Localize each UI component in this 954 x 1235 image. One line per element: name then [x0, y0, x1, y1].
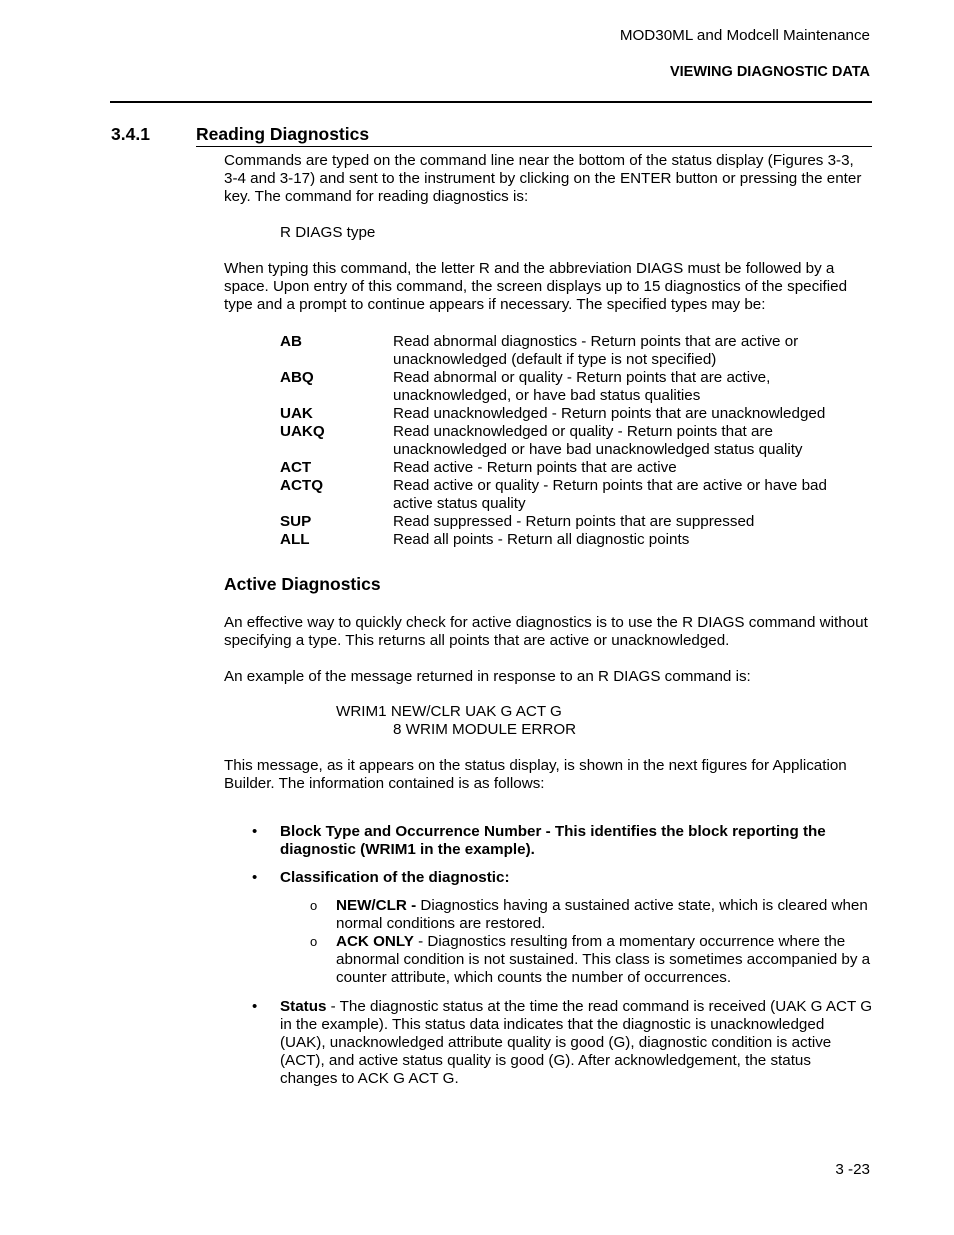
example-line-1: WRIM1 NEW/CLR UAK G ACT G — [336, 703, 562, 720]
type-code: ABQ — [280, 369, 314, 386]
type-description: Read active or quality - Return points that are active or have bad active status quality — [393, 477, 827, 512]
header-rule — [110, 101, 872, 103]
sub-bullet-ack-only — [252, 933, 872, 987]
type-description: Read abnormal or quality - Return points that are active, unacknowledged, or have bad status qualities — [393, 369, 771, 404]
bullet-lead: Status — [280, 998, 327, 1015]
type-code: AB — [280, 333, 302, 350]
intro-paragraph: Commands are typed on the command line near the bottom of the status display (Figures 3-3, 3-4 and 3-17) and sent to the instrument by clicking on the ENTER button or pressing the enter key. The command for reading diagnostics is: — [224, 152, 862, 205]
type-code: ACT — [280, 459, 312, 476]
active-paragraph-3: This message, as it appears on the status display, is shown in the next figures for Application Builder. The information contained is as follows: — [224, 757, 847, 792]
active-diagnostics-heading: Active Diagnostics — [224, 574, 381, 594]
type-row-ab — [280, 333, 870, 369]
example-message — [336, 703, 576, 739]
bullet-classification — [252, 869, 872, 887]
type-description: Read abnormal diagnostics - Return points that are active or unacknowledged (default if type is not specified) — [393, 333, 799, 368]
running-header-title: MOD30ML and Modcell Maintenance — [619, 27, 870, 44]
bullet-text: Classification of the diagnostic: — [280, 869, 510, 886]
page-number: 3 -23 — [835, 1161, 870, 1178]
bullet-mark: • — [252, 869, 258, 886]
section-number: 3.4.1 — [111, 124, 150, 144]
type-description: Read unacknowledged or quality - Return points that are unacknowledged or have bad unacknowledged status quality — [393, 423, 803, 458]
section-title: Reading Diagnostics — [196, 124, 370, 144]
bullet-block-type — [252, 823, 872, 859]
sub-bullet-text: - Diagnostics resulting from a momentary occurrence where the abnormal condition is not sustained. This class is sometimes accompanied by a counter attribute, which counts the number of occurrences. — [336, 933, 871, 986]
type-description: Read active - Return points that are active — [393, 459, 677, 476]
running-header-section: VIEWING DIAGNOSTIC DATA — [669, 64, 870, 80]
bullet-text: Block Type and Occurrence Number - This identifies the block reporting the diagnostic (WRIM1 in the example). — [280, 823, 826, 858]
type-row-uak — [280, 405, 870, 423]
type-row-actq — [280, 477, 870, 513]
sub-bullet-mark: o — [310, 898, 318, 913]
type-description: Read all points - Return all diagnostic points — [393, 531, 690, 548]
type-code: ALL — [280, 531, 310, 548]
bullet-status — [252, 998, 872, 1088]
type-row-sup — [280, 513, 870, 531]
type-code: SUP — [280, 513, 312, 530]
active-paragraph-1: An effective way to quickly check for active diagnostics is to use the R DIAGS command without specifying a type. This returns all points that are active or unacknowledged. — [224, 614, 868, 649]
active-paragraph-2: An example of the message returned in response to an R DIAGS command is: — [224, 668, 751, 685]
sub-bullet-new-clr — [252, 897, 872, 933]
sub-bullet-mark: o — [310, 934, 318, 949]
type-code: UAKQ — [280, 423, 325, 440]
section-rule — [196, 146, 872, 147]
type-row-act — [280, 459, 870, 477]
type-code: ACTQ — [280, 477, 324, 494]
bullet-text: - The diagnostic status at the time the read command is received (UAK G ACT G in the example). This status data indicates that the diagnostic is unacknowledged (UAK), unacknowledged attribute quality is good (G), diagnostic condition is active (ACT), and active status quality is good (G). After acknowledgement, the status changes to ACK G ACT G. — [280, 998, 873, 1087]
example-line-2: 8 WRIM MODULE ERROR — [393, 721, 577, 738]
type-row-all — [280, 531, 870, 549]
type-row-uakq — [280, 423, 870, 459]
sub-bullet-text: Diagnostics having a sustained active state, which is cleared when normal conditions are restored. — [336, 897, 868, 932]
bullet-mark: • — [252, 998, 258, 1015]
bullet-mark: • — [252, 823, 258, 840]
sub-bullet-lead: NEW/CLR - — [336, 897, 417, 914]
type-description: Read suppressed - Return points that are suppressed — [393, 513, 755, 530]
sub-bullet-body — [336, 933, 872, 987]
types-intro-paragraph: When typing this command, the letter R and the abbreviation DIAGS must be followed by a space. Upon entry of this command, the screen displays up to 15 diagnostics of the specified type and a prompt to continue appears if necessary. The specified types may be: — [224, 260, 848, 313]
type-code: UAK — [280, 405, 313, 422]
type-description: Read unacknowledged - Return points that are unacknowledged — [393, 405, 826, 422]
sub-bullet-body — [336, 897, 872, 933]
bullet-body — [280, 998, 872, 1088]
command-syntax: R DIAGS type — [280, 224, 376, 241]
type-row-abq — [280, 369, 870, 405]
sub-bullet-lead: ACK ONLY — [336, 933, 414, 950]
diagnostic-types-list — [280, 333, 870, 549]
